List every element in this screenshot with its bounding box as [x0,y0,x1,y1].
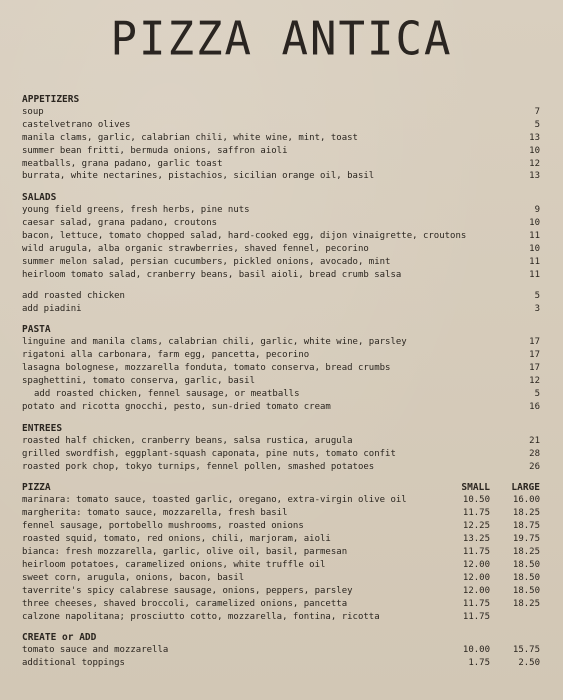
item-price-large: 15.75 [512,645,540,656]
item-price-large: 18.50 [512,585,540,596]
item-name: three cheeses, shaved broccoli, caramelized onions, pancetta [22,598,348,609]
item-name: fennel sausage, portobello mushrooms, roasted onions [22,521,304,532]
menu-item [22,507,540,520]
item-name: add roasted chicken [22,290,125,301]
item-name: lasagna bolognese, mozzarella fonduta, tomato conserva, bread crumbs [22,363,391,374]
menu-item [22,217,540,230]
item-price-small: 12.25 [462,521,490,532]
item-price: 10 [529,244,540,255]
menu-item [22,435,540,448]
menu-item [22,644,540,657]
item-name: burrata, white nectarines, pistachios, sicilian orange oil, basil [22,171,375,182]
menu-item [22,303,540,316]
item-name: meatballs, grana padano, garlic toast [22,158,223,169]
item-price: 11 [529,256,540,267]
menu-item [22,572,540,585]
item-price: 17 [529,363,540,374]
item-price: 13 [529,132,540,143]
section-heading: PIZZA [22,482,51,494]
salads-list [22,204,540,281]
menu-item [22,401,540,414]
item-name: additional toppings [22,658,125,669]
section-heading: ENTREES [22,422,63,434]
section-heading: SALADS [22,192,57,204]
item-name: add piadini [22,303,82,314]
item-name: roasted pork chop, tokyo turnips, fennel pollen, smashed potatoes [22,461,375,472]
pizza-header-row [22,481,540,494]
item-price: 5 [534,119,540,130]
menu-item [22,657,540,670]
item-name: roasted half chicken, cranberry beans, salsa rustica, arugula [22,435,353,446]
menu-item [22,106,540,119]
item-price-small: 1.75 [468,658,490,669]
item-price: 17 [529,337,540,348]
menu-item [22,204,540,217]
item-name: young field greens, fresh herbs, pine nuts [22,205,250,216]
menu-item [22,158,540,171]
item-name: summer melon salad, persian cucumbers, pickled onions, avocado, mint [22,256,391,267]
item-name: summer bean fritti, bermuda onions, saffron aioli [22,145,288,156]
item-price: 3 [534,303,540,314]
item-name: margherita: tomato sauce, mozzarella, fresh basil [22,508,288,519]
item-name: tomato sauce and mozzarella [22,645,169,656]
item-price-small: 12.00 [462,585,490,596]
salads-addons-list [22,290,540,316]
item-price: 16 [529,401,540,412]
menu-item [22,494,540,507]
item-price-large: 19.75 [512,534,540,545]
item-price: 26 [529,461,540,472]
item-price: 13 [529,171,540,182]
item-price: 11 [529,231,540,242]
item-price-large: 18.25 [512,598,540,609]
menu-item [22,170,540,183]
item-name: roasted squid, tomato, red onions, chili, marjoram, aioli [22,534,331,545]
section-heading: CREATE or ADD [22,632,97,644]
menu-item [22,256,540,269]
menu-content [22,93,540,678]
item-name: linguine and manila clams, calabrian chili, garlic, white wine, parsley [22,337,407,348]
menu-item [22,290,540,303]
item-name: caesar salad, grana padano, croutons [22,218,218,229]
menu-item [22,362,540,375]
item-price: 28 [529,448,540,459]
pasta-list [22,336,540,413]
item-price-small: 12.00 [462,559,490,570]
item-name: calzone napolitana; prosciutto cotto, mozzarella, fontina, ricotta [22,611,380,622]
item-price: 21 [529,435,540,446]
menu-item [22,520,540,533]
item-name: rigatoni alla carbonara, farm egg, pancetta, pecorino [22,350,310,361]
menu-item [22,269,540,282]
item-price-large: 18.75 [512,521,540,532]
item-price-small: 11.75 [462,598,490,609]
item-price: 10 [529,145,540,156]
menu-item [22,145,540,158]
item-price: 5 [534,290,540,301]
menu-item [22,388,540,401]
item-price-small: 11.75 [462,547,490,558]
menu-title: PIZZA ANTICA [110,12,453,67]
pizza-list [22,494,540,623]
menu-item [22,611,540,624]
menu-item [22,243,540,256]
section-create [22,631,540,670]
item-price: 5 [534,389,540,400]
item-price: 12 [529,158,540,169]
appetizers-list [22,106,540,183]
item-name: bianca: fresh mozzarella, garlic, olive oil, basil, parmesan [22,547,348,558]
item-price-large: 18.50 [512,559,540,570]
section-heading: PASTA [22,324,51,336]
item-name: wild arugula, alba organic strawberries, shaved fennel, pecorino [22,244,369,255]
section-pizza [22,481,540,623]
item-price: 7 [534,107,540,117]
item-name: heirloom potatoes, caramelized onions, white truffle oil [22,559,326,570]
item-price: 17 [529,350,540,361]
section-pasta [22,323,540,413]
menu-item [22,349,540,362]
create-list [22,644,540,670]
menu-item [22,119,540,132]
menu-item [22,336,540,349]
menu-item [22,533,540,546]
item-price: 10 [529,218,540,229]
item-price-large: 16.00 [512,495,540,506]
item-name: taverrite's spicy calabrese sausage, onions, peppers, parsley [22,585,353,596]
menu-item [22,132,540,145]
item-price-small: 13.25 [462,534,490,545]
section-heading: APPETIZERS [22,94,80,105]
item-price-large [490,611,540,624]
item-price-small: 11.75 [462,611,490,622]
item-price-small: 12.00 [462,572,490,583]
item-name: heirloom tomato salad, cranberry beans, basil aioli, bread crumb salsa [22,269,402,280]
section-entrees [22,422,540,474]
item-name: sweet corn, arugula, onions, bacon, basil [22,572,245,583]
item-name: castelvetrano olives [22,119,131,130]
item-price: 12 [529,376,540,387]
item-name: soup [22,107,44,117]
small-column-label: SMALL [461,482,490,494]
item-name: add roasted chicken, fennel sausage, or meatballs [34,389,300,400]
item-name: manila clams, garlic, calabrian chili, white wine, mint, toast [22,132,358,143]
item-price-small: 10.00 [462,645,490,656]
item-price-large: 18.25 [512,508,540,519]
item-price-large: 2.50 [518,658,540,669]
item-name: marinara: tomato sauce, toasted garlic, oregano, extra-virgin olive oil [22,495,407,506]
item-name: spaghettini, tomato conserva, garlic, basil [22,376,255,387]
menu-item [22,448,540,461]
item-price: 11 [529,269,540,280]
item-price-small: 10.50 [462,495,490,506]
item-price-large: 18.50 [512,572,540,583]
item-price: 9 [534,205,540,216]
menu-item [22,598,540,611]
item-name: grilled swordfish, eggplant-squash caponata, pine nuts, tomato confit [22,448,396,459]
item-price-large: 18.25 [512,547,540,558]
section-salads [22,191,540,315]
item-price-small: 11.75 [462,508,490,519]
menu-item [22,461,540,474]
menu-item [22,546,540,559]
item-name: bacon, lettuce, tomato chopped salad, hard-cooked egg, dijon vinaigrette, croutons [22,231,467,242]
menu-item [22,375,540,388]
entrees-list [22,435,540,474]
large-column-label: LARGE [511,482,540,494]
menu-item [22,585,540,598]
section-appetizers [22,93,540,183]
menu-item [22,230,540,243]
item-name: potato and ricotta gnocchi, pesto, sun-dried tomato cream [22,401,331,412]
menu-item [22,559,540,572]
